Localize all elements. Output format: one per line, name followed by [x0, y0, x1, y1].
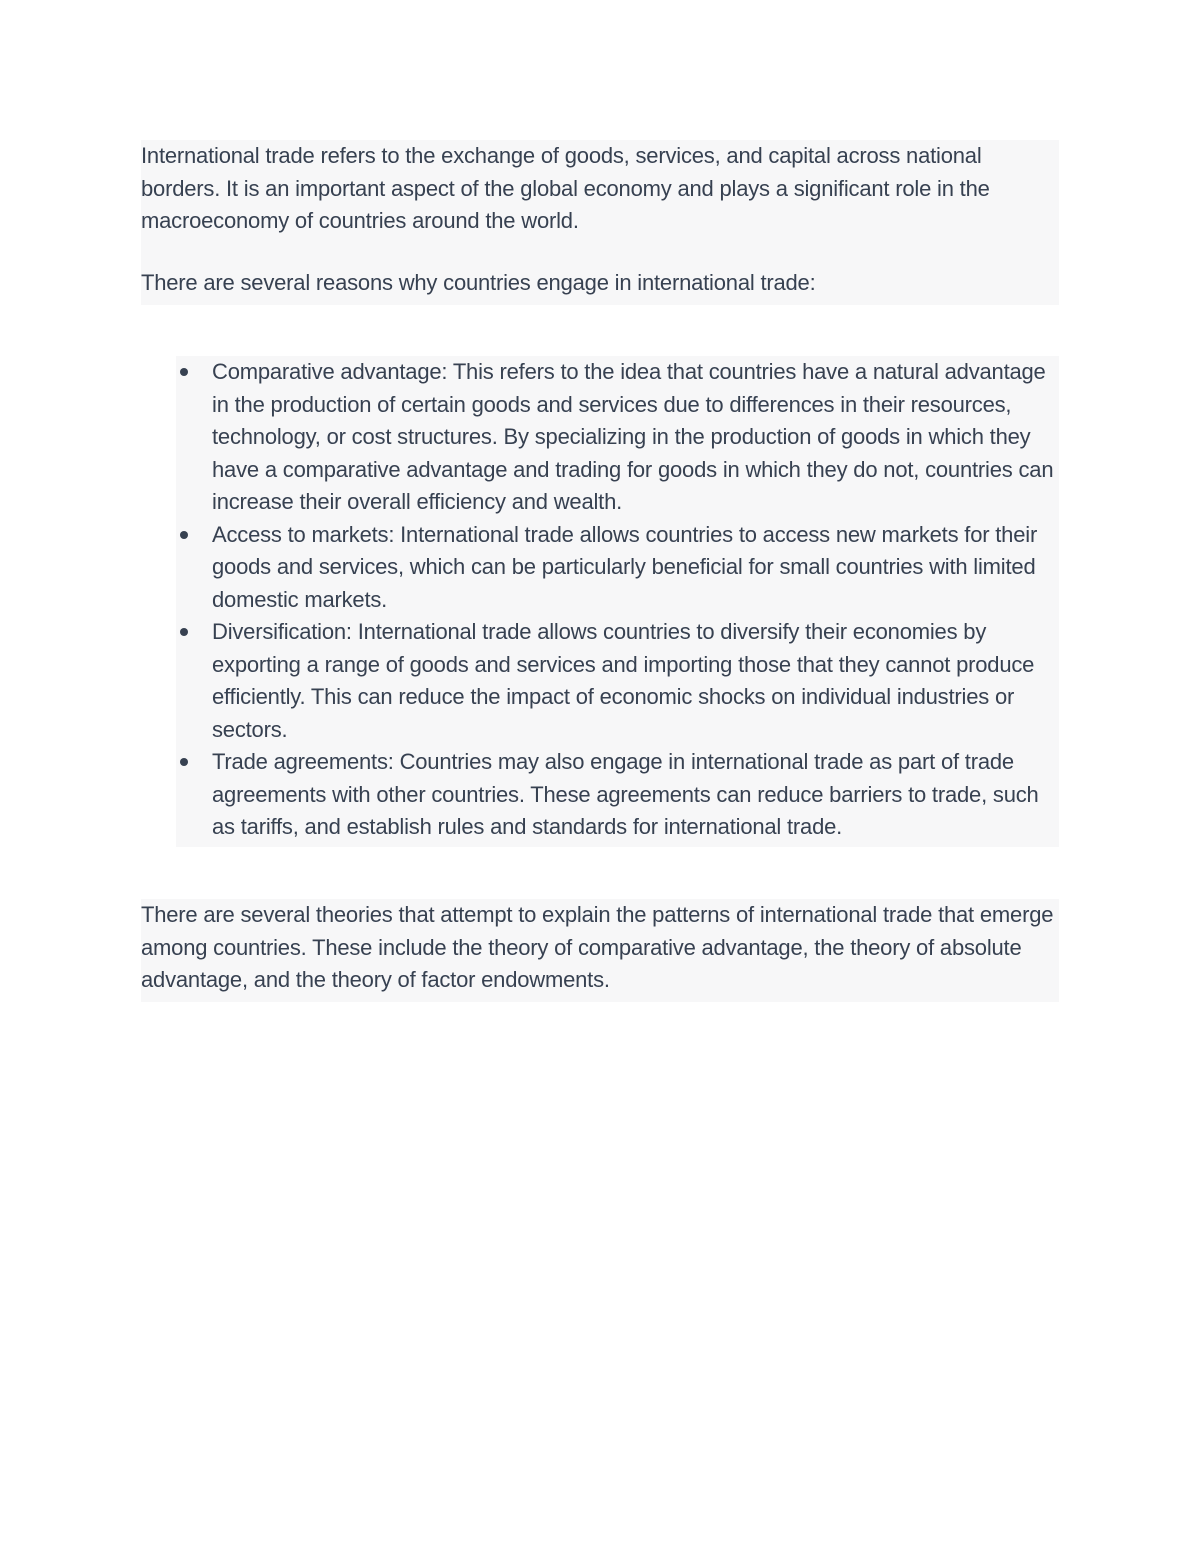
reasons-lead-paragraph: There are several reasons why countries engage in international trade:	[141, 270, 816, 295]
theories-section	[141, 899, 1059, 1002]
reasons-list-section	[176, 356, 1059, 847]
bullet-icon	[180, 368, 188, 376]
list-item-text: Diversification: International trade allows countries to diversify their economies by exporting a range of goods and services and importing those that they cannot produce efficiently. This can reduce the impact of economic shocks on individual industries or sectors.	[212, 619, 1035, 742]
intro-paragraph: International trade refers to the exchange of goods, services, and capital across national borders. It is an important aspect of the global economy and plays a significant role in the macroeconomy of countries around the world.	[141, 143, 990, 233]
intro-section	[141, 140, 1059, 305]
theories-paragraph: There are several theories that attempt to explain the patterns of international trade that emerge among countries. These include the theory of comparative advantage, the theory of absolute advantage, and the theory of factor endowments.	[141, 902, 1054, 992]
list-item-text: Access to markets: International trade allows countries to access new markets for their goods and services, which can be particularly beneficial for small countries with limited domestic markets.	[212, 521, 1038, 612]
bullet-icon	[180, 758, 188, 766]
bullet-icon	[180, 628, 188, 636]
reasons-list	[176, 356, 1059, 844]
bullet-icon	[180, 531, 188, 539]
list-item	[176, 616, 1059, 746]
list-item	[176, 746, 1059, 844]
list-item-text: Comparative advantage: This refers to the idea that countries have a natural advantage in the production of certain goods and services due to differences in their resources, technology, or cost structures. By specializing in the production of goods in which they have a comparative advantage and trading for goods in which they do not, countries can increase their overall efficiency and wealth.	[212, 359, 1054, 514]
list-item	[176, 356, 1059, 519]
list-item	[176, 519, 1059, 617]
list-item-text: Trade agreements: Countries may also engage in international trade as part of trade agreements with other countries. These agreements can reduce barriers to trade, such as tariffs, and establish rules and standards for international trade.	[212, 749, 1039, 839]
